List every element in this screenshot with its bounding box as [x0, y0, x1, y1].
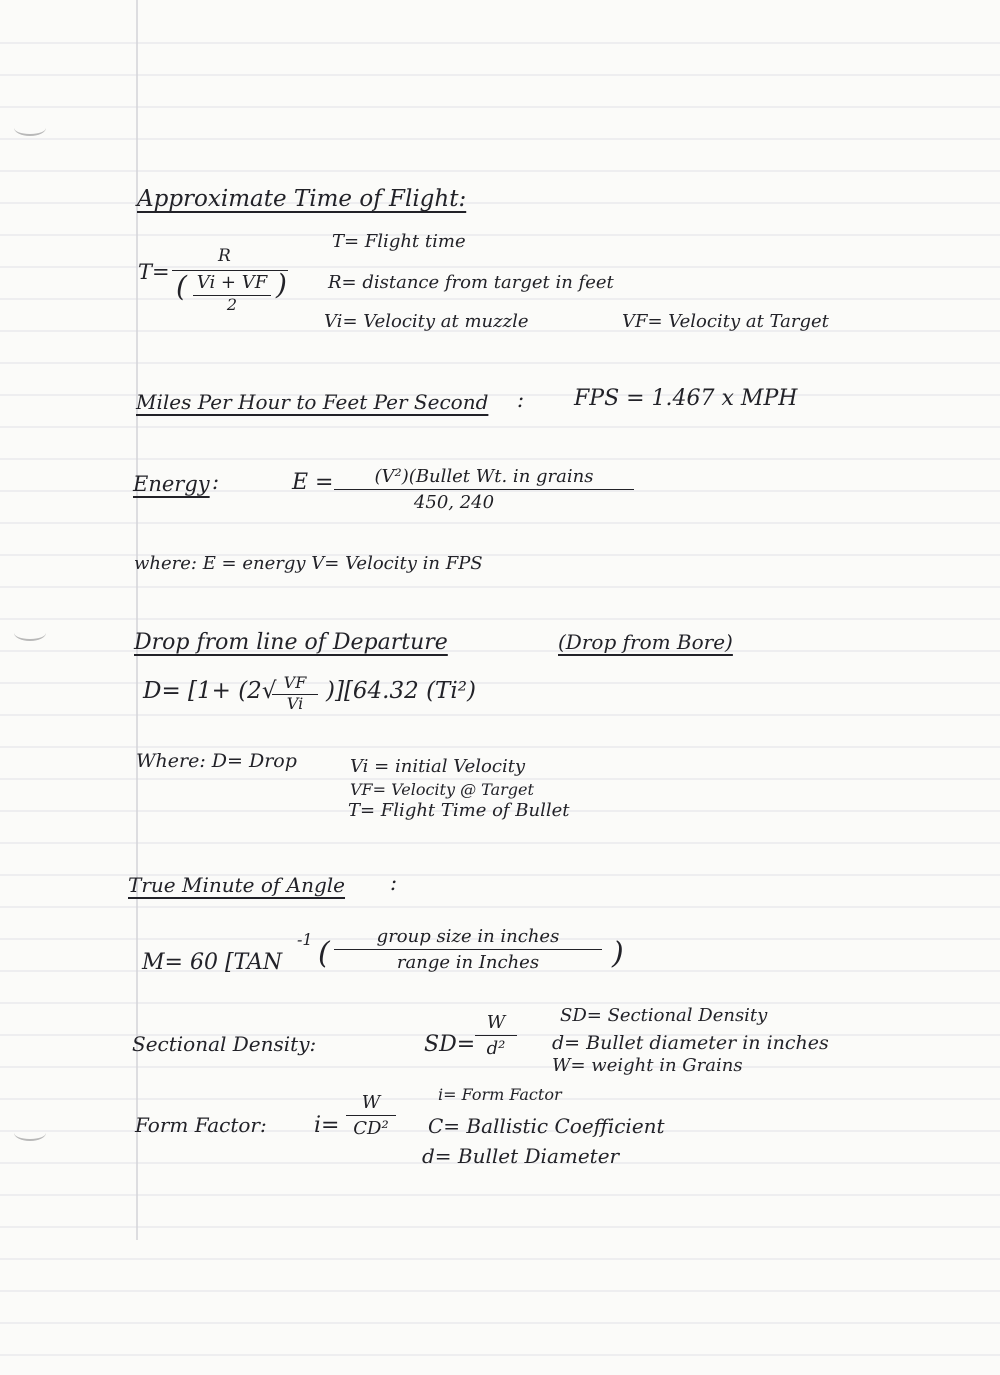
ff-lhs: i=: [314, 1113, 340, 1138]
energy-heading: Energy: [133, 472, 210, 496]
tof-def-vi: Vi= Velocity at muzzle: [324, 311, 529, 332]
drop-heading: Drop from line of Departure: [134, 630, 448, 655]
drop-subheading: (Drop from Bore): [558, 630, 733, 654]
punch-hole-bottom: [14, 1125, 46, 1141]
drop-def-vi: Vi = initial Velocity: [350, 756, 526, 777]
drop-formula-right: )][64.32 (Ti²): [326, 678, 476, 704]
energy-lhs: E =: [292, 470, 334, 495]
ff-def-d: d= Bullet Diameter: [422, 1144, 620, 1168]
moa-heading: True Minute of Angle: [128, 873, 346, 897]
sd-def-d: d= Bullet diameter in inches: [552, 1032, 829, 1054]
energy-colon: :: [212, 470, 220, 494]
drop-frac-den: Vi: [286, 694, 304, 713]
sd-fraction: [475, 1012, 517, 1059]
drop-fraction: [272, 673, 318, 711]
drop-def-t: T= Flight Time of Bullet: [348, 800, 570, 821]
moa-fraction: [334, 926, 602, 973]
moa-exponent: -1: [297, 930, 313, 949]
tof-fraction-bar: [172, 270, 288, 271]
moa-denominator: range in Inches: [396, 952, 540, 973]
punch-hole-top: [14, 120, 46, 136]
mph-fps-heading: Miles Per Hour to Feet Per Second: [136, 390, 489, 414]
ff-def-i: i= Form Factor: [438, 1085, 562, 1104]
ff-fraction: [346, 1092, 396, 1139]
energy-numerator: (V²)(Bullet Wt. in grains: [374, 466, 594, 487]
sd-lhs: SD=: [424, 1032, 476, 1057]
tof-def-vf: VF= Velocity at Target: [622, 311, 829, 332]
drop-where-label: Where: D= Drop: [136, 750, 297, 772]
energy-bar: [334, 489, 634, 490]
ff-denominator: CD²: [353, 1118, 389, 1139]
tof-close-paren: ): [276, 268, 287, 301]
energy-fraction: [334, 466, 634, 513]
sd-def-w: W= weight in Grains: [552, 1055, 743, 1076]
energy-where: where: E = energy V= Velocity in FPS: [134, 553, 483, 574]
ff-label: Form Factor:: [135, 1113, 267, 1137]
tof-def-t: T= Flight time: [332, 231, 466, 252]
sd-def-sd: SD= Sectional Density: [560, 1005, 768, 1026]
tof-def-r: R= distance from target in feet: [328, 272, 614, 293]
tof-numerator: R: [218, 246, 231, 266]
tof-open-paren: (: [176, 270, 187, 303]
drop-frac-num: VF: [283, 673, 307, 692]
ff-numerator: W: [361, 1092, 381, 1113]
mph-fps-colon: :: [517, 388, 525, 412]
moa-numerator: group size in inches: [376, 926, 560, 947]
moa-open-paren: (: [318, 936, 330, 971]
sd-numerator: W: [486, 1012, 506, 1033]
drop-formula-left: D= [1+ (2√: [143, 678, 277, 704]
time-of-flight-heading: Approximate Time of Flight:: [137, 186, 467, 212]
tof-inner-num: Vi + VF: [196, 272, 268, 293]
punch-hole-middle: [14, 625, 46, 641]
sd-label: Sectional Density:: [132, 1032, 317, 1056]
tof-inner-den: 2: [226, 295, 238, 314]
ff-def-c: C= Ballistic Coefficient: [428, 1114, 665, 1138]
moa-bar: [334, 949, 602, 950]
sd-denominator: d²: [486, 1038, 506, 1059]
ff-bar: [346, 1115, 396, 1116]
sd-bar: [475, 1035, 517, 1036]
moa-close-paren: ): [612, 936, 624, 971]
moa-colon: :: [390, 871, 398, 895]
tof-lhs: T=: [138, 260, 170, 284]
drop-def-vf: VF= Velocity @ Target: [350, 780, 534, 799]
mph-fps-formula: FPS = 1.467 x MPH: [574, 386, 798, 411]
tof-inner-fraction: [193, 272, 271, 312]
moa-lhs: M= 60 [TAN: [142, 950, 283, 975]
energy-denominator: 450, 240: [413, 492, 495, 513]
